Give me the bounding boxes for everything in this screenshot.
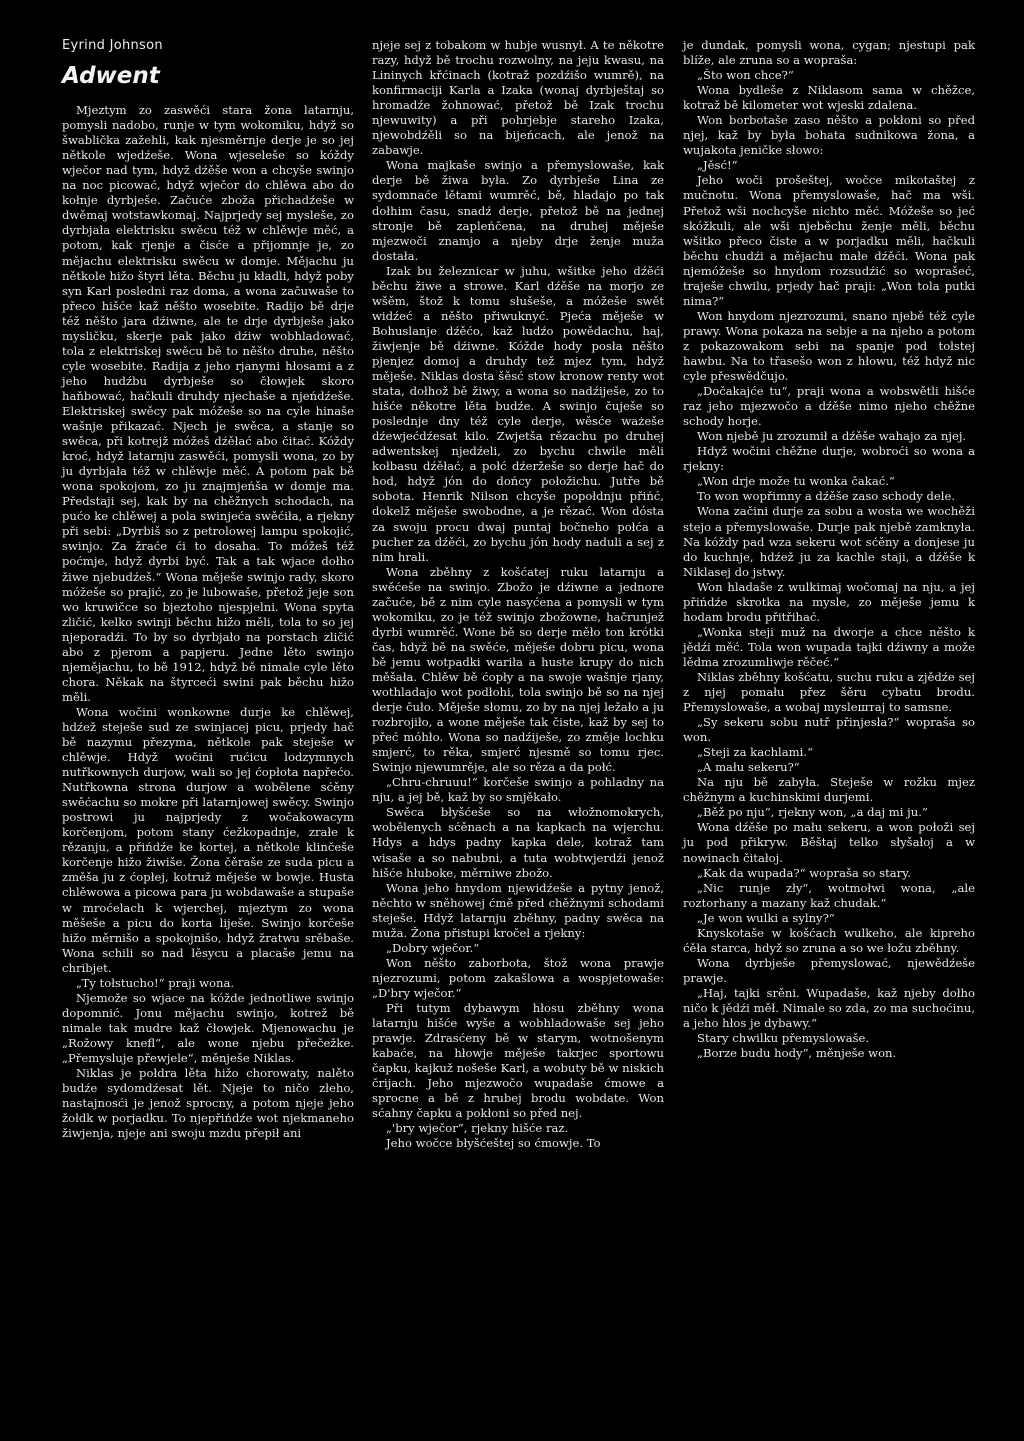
paragraph: To won wopřimny a dźěše zaso schody dele. — [697, 489, 956, 504]
paragraph: „Chru-chruuu!“ korčeše swinjo a pohladny na nju, a jej bě, kaž by so smjěkało. — [372, 775, 664, 805]
paragraph: „Ty tołstucho!“ praji wona. — [76, 975, 235, 990]
paragraph: je dundak, pomysli wona, cygan; njestupi pak blíže, ale zruna so a wopraša: — [683, 38, 975, 68]
paragraph: Mjeztym zo zaswěći stara žona latarnju, pomysli nadobo, runje w tym wokomiku, hdyž so šwablička zažehli, kak njesměrnje derje je so jej nětkole wjedźeše. Wona wjeseleše so kóždy wječor nad tym, hdyž dźěše won a chcyše swinjo na noc picować, hdyž wječor do chlěwa abo do kołnje dyrbješe. Začuće zboža přichadźeše w dwěmaj wotstawkomaj. Najprjedy sej mysleše, zo dyrbjała elektrisku swěcu též w chlěwje měć, a potom, kak rjenje a čisće a přijomnje je, zo mějachu elektrisku swěcu w domje. Mějachu ju nětkole hižo štyri lěta. Běchu ju kładli, hdyž poby syn Karl posledni raz doma, a wona začuwaše to přeco hišće kaž něšto wosebite. Radijo bě drje též něšto jara dźiwne, ale te drje dyrbješe jako mysličku, skerje pak jako dźiw wobhladować, tola z elektriskej swěcu bě to něšto druhe, něšto cyle wosebite. Radija z jeho rjanymi hłosami a z jeho hudźbu dyrbješe so čłowjek skoro haňbować, hačkuli druhdy njechaše a njeńdźeše. Elektriskej swěcy pak móžeše so na cyle hinaše wašnje přikazać. Njech je swěca, a stanje so swěca, při kotrejž móžeš dźěłać abo čitać. Kóždy kroć, hdyž latarnju zaswěći, pomysli wona, zo by ju dyrbjała též w chlěwje měć. A potom pak bě wona spokojom, zo ju znajmjeńša w domje ma. Předstaji sej, kak by na chěžnych schodach, na pućo ke chlěwej a pola swinjeća swěćiła, a rjekny při sebi: „Dyrbiš so z petrolowej lampu spokojić, swinjo. Za žraće ći to dosaha. To móžeš též poćmje, hdyž dyrbi być. Tak a tak wjace dołho žiwe njebudźeš.“ Wona měješe swinjo rady, skoro móžeše so prajić, zo je lubowaše, přetož jeje son wo kruwičce so bjeztoho njespjelni. Wona spyta zličić, kelko swinji běchu hižo měli, tola to so jej njeporadźi. To by so dyrbjało na porstach zličić abo z pjerom a papjeru. Jedne lěto swinjo njemějachu, to bě 1912, hdyž bě nimale cyle lěto chora. Někak na štyrceći swini pak běchu hižo měli. — [62, 103, 354, 704]
paragraph: njeje sej z tobakom w hubje wusnył. A te někotre razy, hdyž bě trochu rozwolny, na jeju kwasu, na Lininych křćinach (kotraž pozdźišo wumrě), na konfirmaciji Karla a Izaka (wonaj dyrbještaj so hromadźe žohnować, přetož bě Izak trochu njewuwity) a při pohrjebje stareho Izaka, njewobdźěli so na bijeńcach, ale jenož na zabawje. — [372, 38, 664, 158]
paragraph: „Steji za kachlami.“ — [697, 745, 813, 760]
paragraph: Na nju bě zabyła. Steješe w rožku mjez chěžnym a kuchinskimi durjemi. — [683, 775, 975, 805]
column-1 — [62, 38, 354, 1141]
paragraph: „Borze budu hody“, měnješe won. — [697, 1046, 897, 1061]
paragraph: Knyskotaše w košćach wulkeho, ale kipreho ćěła starca, hdyž so zruna a so we łožu zběhny. — [683, 925, 975, 955]
paragraph: Wona začini durje za sobu a wosta we wochěži stejo a přemyslowaše. Durje pak njebě zamknyła. Na kóždy pad wza sekeru wot sćěny a donjese ju do kuchnje, hdźež ju za kachle staji, a dźěše k Niklasej do jstwy. — [683, 504, 975, 579]
paragraph: Won hladaše z wulkimaj wočomaj na nju, a jej přińdźe skrotka na mysle, zo měješe jemu k hodam brodu přitřihać. — [683, 579, 975, 624]
paragraph: Won njebě ju zrozumił a dźěše wahajo za njej. — [697, 429, 967, 444]
paragraph: „Jěsć!“ — [697, 158, 738, 173]
paragraph: „A mału sekeru?“ — [697, 760, 800, 775]
paragraph: Njemože so wjace na kóžde jednotliwe swinjo dopomnić. Jonu mějachu swinjo, kotrež bě nimale tak mudre kaž čłowjek. Mjenowachu je „Rožowy knefl“, ale wone njebu přečežke. „Přemysluje přewjele“, měnješe Niklas. — [62, 990, 354, 1065]
paragraph: Swěca błyšćeše so na włožnomokrych, wobělenych sćěnach a na kapkach na wjerchu. Hdys a hdys padny kapka dele, kotraž tam wisaše a so nabubni, a tuta wobtwjerdźi jenož hišće hłuboke, měrniwe zbožo. — [372, 805, 664, 880]
paragraph: Hdyž wočini chěžne durje, wobroći so wona a rjekny: — [683, 444, 975, 474]
column-3 — [683, 38, 975, 1061]
paragraph: Wona dyrbješe přemyslować, njewědźeše prawje. — [683, 955, 975, 985]
paragraph: Wona wočini wonkowne durje ke chlěwej, hdźež steješe sud ze swinjacej picu, prjedy hač bě nazymu přezyma, nětkole pak steješe w chlěwje. Hdyž wočini rućicu lodzymnych nutřkownych durjow, wali so jej ćopłota napřećo. Nutřkowna strona durjow a wobělene sćěny swěćachu so mokre při latarnjowej swěcy. Swinjo postrowi ju najprjedy z wočakowacym korčenjom, potom stany ćežkopadnje, zrałe k rězanju, a přińdźe ke kortej, a nětkole klinčeše korčenje hižo žiwiše. Žona čěraše ze suda picu a změša ju z ćopłej, kotruž měješe w bowje. Husta chlěwowa a picowa para ju wobdawaše a stupaše w mroćelach k wjerchej, mjeztym zo wona měšeše a picu do korta liješe. Swinjo korčeše hižo měrnišo a spokojnišo, hdyž žratwu srěbaše. Wona schili so nad lěsycu a placaše jemu na chribjet. — [62, 704, 354, 975]
paragraph: Niklas je połdra lěta hižo chorowaty, nalěto budźe sydomdźesat lět. Njeje to ničo złeho, nastajnosći je jenož sprocny, a potom njeje jeho žołdk w porjadku. To njepřińdźe wot njekmaneho žiwjenja, njeje ani swoju mzdu přepił ani — [62, 1066, 354, 1141]
paragraph: „Je won wulki a sylny?“ — [697, 910, 835, 925]
paragraph: „Dobry wječor.“ — [386, 940, 480, 955]
paragraph: Niklas zběhny košćatu, suchu ruku a zjědźe sej z njej pomału přez šěru cybatu brodu. Přemyslowaše, a wobaj myslештaj to samsne. — [683, 669, 975, 715]
paragraph: Při tutym dybawym hłosu zběhny wona latarnju hišće wyše a wobhladowaše sej jeho prawje. Zdrasćeny bě w starym, wotnošenym kabaće, na hłowje měješe takrjec sportowu čapku, kajkuž nošeše Karl, a wobuty bě w niskich črijach. Jeho mjezwočo wupadaše ćmowe a sprocne a bě z hrubej brodu wobdate. Won sćahny čapku a pokłoni so před nej. — [372, 1001, 664, 1121]
paragraph: „Dočakajće tu“, praji wona a wobswětli hišće raz jeho mjezwočo a dźěše nimo njeho chěžne schody horje. — [683, 384, 975, 429]
paragraph: Won borbotaše zaso něšto a pokłoni so před njej, kaž by była bohata sudnikowa žona, a wujakota jeničke słowo: — [683, 113, 975, 158]
paragraph: „Sy sekeru sobu nutř přinjesła?“ wopraša so won. — [683, 715, 975, 745]
paragraph: Jeho woči prošeštej, wočce mikotaštej z mučnotu. Wona přemyslowaše, hač ma wši. Přetož wši nochcyše nichto měć. Móžeše so jeć skóžkuli, ale wši njeběchu ženje měli, běchu wšitko přeco čiste a w porjadku měli, hačkuli běchu chudźi a mějachu małe dźěći. Wona pak njemóžeše so hnydom rozsudźić so woprašeć, traješe chwilu, prjedy hač praji: „Won tola putki nima?“ — [683, 173, 975, 308]
paragraph: „Kak da wupada?“ wopraša so stary. — [697, 865, 911, 880]
paragraph: Izak bu železnicar w juhu, wšitke jeho dźěći běchu žiwe a strowe. Karl dźěše na morjo ze wšěm, štož k tomu słušeše, a móžeše swět widźeć a něšto přiwuknyć. Pjeća měješe w Bohuslanje dźěćo, kaž ludźo powědachu, haj, žiwjenje bě dźiwne. Kóžde hody posła něšto pjenjez domoj a druhdy tež mjez tym, hdyž měješe. Niklas dosta šěsć stow kronow renty wot stata, dołhož bě žiwy, a wona so nadźiješe, zo to hišće někotre lěta budźe. A swinjo čuješe so poslednje dny též cyle derje, wěsće ważeše dźewjećdźesat kilo. Zwjetša rězachu po druhej adwentskej njedźeli, zo bychu chwile měli kołbasu dźěłać, a połć dźeržeše so derje hač do hod, hdyž jón do dońcy połožichu. Jutře bě sobota. Henrik Nilson chcyše popołdnju přińć, dokelž měješe swobodne, a je rězać. Won dósta za swoju procu dwaj puntaj bočneho połća a pucher za dźěći, zo bychu jón hody naduli a sej z nim hrali. — [372, 263, 664, 564]
paragraph: Wona bydleše z Niklasom sama w chěžce, kotraž bě kilometer wot wjeski zdalena. — [683, 83, 975, 113]
paragraph: „Haj, tajki srěni. Wupadaše, kaž njeby dołho ničo k jědźi měł. Nimale so zda, zo ma suchoćinu, a jeho hłos je dybawy.“ — [683, 985, 975, 1031]
paragraph: „'bry wječor“, rjekny hišće raz. — [386, 1121, 569, 1136]
column-2 — [372, 38, 664, 1151]
paragraph: Wona dźěše po mału sekeru, a won połoži sej ju pod přikryw. Běštaj telko słyšałoj a w nowinach čitałoj. — [683, 820, 975, 865]
article-author: Eyrind Johnson — [62, 38, 163, 53]
paragraph: Wona jeho hnydom njewidźeše a pytny jenož, něchto w sněhowej ćmě před chěžnymi schodami steješe. Hdyž latarnju zběhny, padny swěca na muža. Žona přistupi kročel a rjekny: — [372, 880, 664, 940]
paragraph: Jeho wočce błyšćeštej so ćmowje. To — [386, 1136, 601, 1151]
paragraph: Won hnydom njezrozumi, snano njebě též cyle prawy. Wona pokaza na sebje a na njeho a potom z pokazowakom sebi na spanje pod tołstej hawbu. Na to třasešo won z hłowu, též hdyž nic cyle přeswědčujo. — [683, 308, 975, 384]
paragraph: Stary chwilku přemyslowaše. — [697, 1031, 870, 1046]
paragraph: Won něšto zaborbota, štož wona prawje njezrozumi, potom zakašlowa a wospjetowaše: „D'bry wječor.“ — [372, 955, 664, 1000]
paragraph: „Što won chce?“ — [697, 68, 794, 83]
paragraph: „Nic runje zły“, wotmołwi wona, „ale roztorhany a mazany kaž chudak.“ — [683, 880, 975, 910]
paragraph: Wona zběhny z košćatej ruku latarnju a swěćeše na swinjo. Zbožo je dźiwne a jednore začuće, bě z nim cyle nasyćena a pomysli w tym wokomiku, zo je též swinjo zbožowne, hačrunjež dyrbi wumrěć. Wone bě so derje měło ton krótki čas, hdyž bě na swěće, měješe dobru picu, wona bě jemu wotpadki wariła a huste krupy do nich měšała. Chlěw bě ćopły a na swoje wašnje rjany, wothladajo wot podłohi, tola swinjo bě so na njej derje čuło. Měješe słomu, zo by na njej ležało a ju rozbrojiło, a wone měješe tak čiste, kaž by sej to přeć móhło. Wona so nadźiješe, zo změje lochku smjerć, to rěka, smjerć njesmě so tomu rjec. Swinjo njewumrěje, ale so rěza a da połć. — [372, 564, 664, 775]
paragraph: Wona majkaše swinjo a přemyslowaše, kak derje bě žiwa była. Zo dyrbješe Lina ze sydomnaće lětami wumrěć, bě, hladajo po tak dołhim času, snadź derje, přetož bě na jednej stronje bě zapleńčena, na druhej měješe mjezwoči znamjo a njeby drje ženje muža dostała. — [372, 158, 664, 263]
paragraph: „Won drje može tu wonka čakać.“ — [697, 474, 895, 489]
article-title: Adwent — [62, 63, 160, 90]
paragraph: „Běž po nju“, rjekny won, „a daj mi ju.“ — [697, 805, 928, 820]
paragraph: „Wonka steji muž na dworje a chce něšto k jědźi měć. Tola won wupada tajki dźiwny a može lědma zrozumliwje rěčeć.“ — [683, 624, 975, 669]
